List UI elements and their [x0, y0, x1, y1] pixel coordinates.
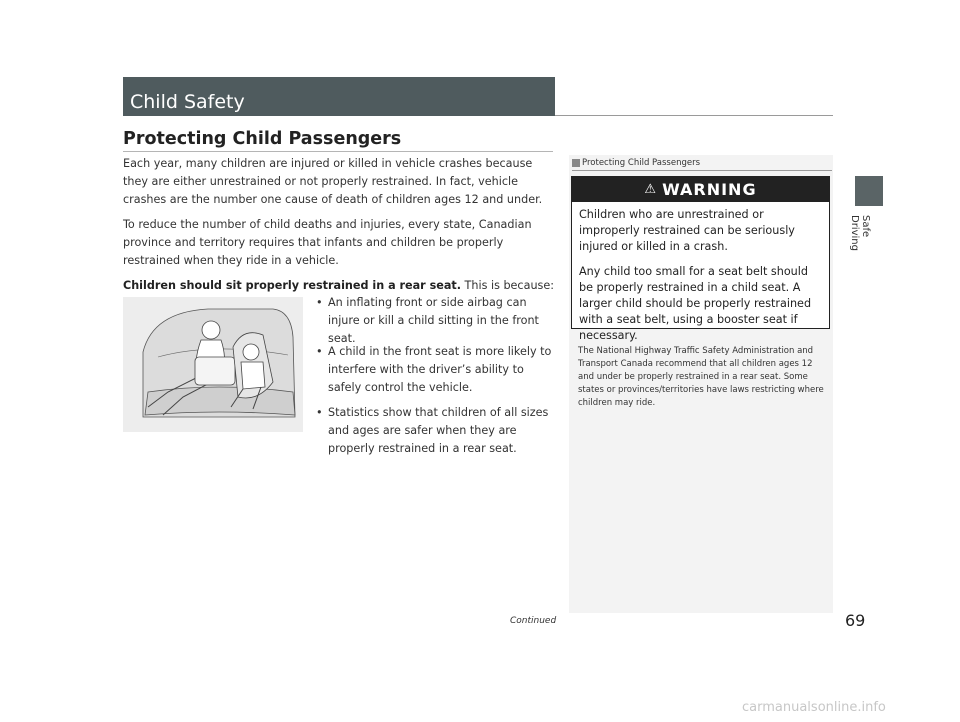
chapter-tab-label: Safe Driving: [849, 215, 871, 251]
page-heading: Protecting Child Passengers: [123, 129, 402, 149]
rear-seat-paragraph: [123, 277, 555, 295]
note-bookmark-icon: [572, 159, 580, 167]
reason-list: [316, 404, 560, 458]
note-text: The National Highway Traffic Safety Administration and Transport Canada recommend that all children ages 12 and under be properly restrained in a rear seat. Some states or provinces/territories have laws restricting where children may ride.: [578, 346, 824, 408]
list-item: • A child in the front seat is more likely to interfere with the driver’s ability to safely control the vehicle.: [316, 343, 560, 397]
warning-triangle-icon: ⚠: [644, 182, 657, 197]
child-seat-illustration: [123, 297, 303, 432]
heading-rule: [123, 151, 553, 152]
banner-rule: [555, 115, 833, 116]
note-reference-label: Protecting Child Passengers: [582, 158, 701, 168]
warning-header: [572, 177, 829, 202]
rear-seat-rest: This is because:: [460, 279, 555, 292]
continued-label: Continued: [510, 616, 557, 626]
reason-list: [316, 343, 560, 397]
section-title: Child Safety: [130, 91, 245, 113]
intro-paragraph: Each year, many children are injured or killed in vehicle crashes because they are either unrestrained or not properly restrained. In fact, vehicle crashes are the number one cause of death of children ages 12 and under.: [123, 157, 543, 206]
page-number: 69: [845, 611, 866, 630]
warning-label: WARNING: [662, 180, 757, 199]
law-paragraph: To reduce the number of child deaths and injuries, every state, Canadian province and territory requires that infants and children be properly restrained when they ride in a vehicle.: [123, 218, 532, 267]
warning-text-1: Children who are unrestrained or improperly restrained can be seriously injured or killed in a crash.: [579, 208, 795, 253]
warning-text-2: Any child too small for a seat belt should be properly restrained in a child seat. A larger child should be properly restrained with a seat belt, using a booster seat if necessary.: [579, 265, 812, 342]
rear-seat-bold: Children should sit properly restrained in a rear seat.: [123, 279, 461, 292]
note-rule: [572, 170, 832, 171]
list-item: • Statistics show that children of all sizes and ages are safer when they are properly restrained in a rear seat.: [316, 404, 560, 458]
note-reference: [572, 158, 700, 168]
reason-list: [316, 294, 560, 348]
warning-box: [571, 176, 830, 342]
watermark: carmanualsonline.info: [742, 700, 886, 715]
list-item: • An inflating front or side airbag can injure or kill a child sitting in the front seat.: [316, 294, 560, 348]
chapter-tab[interactable]: [855, 176, 883, 206]
